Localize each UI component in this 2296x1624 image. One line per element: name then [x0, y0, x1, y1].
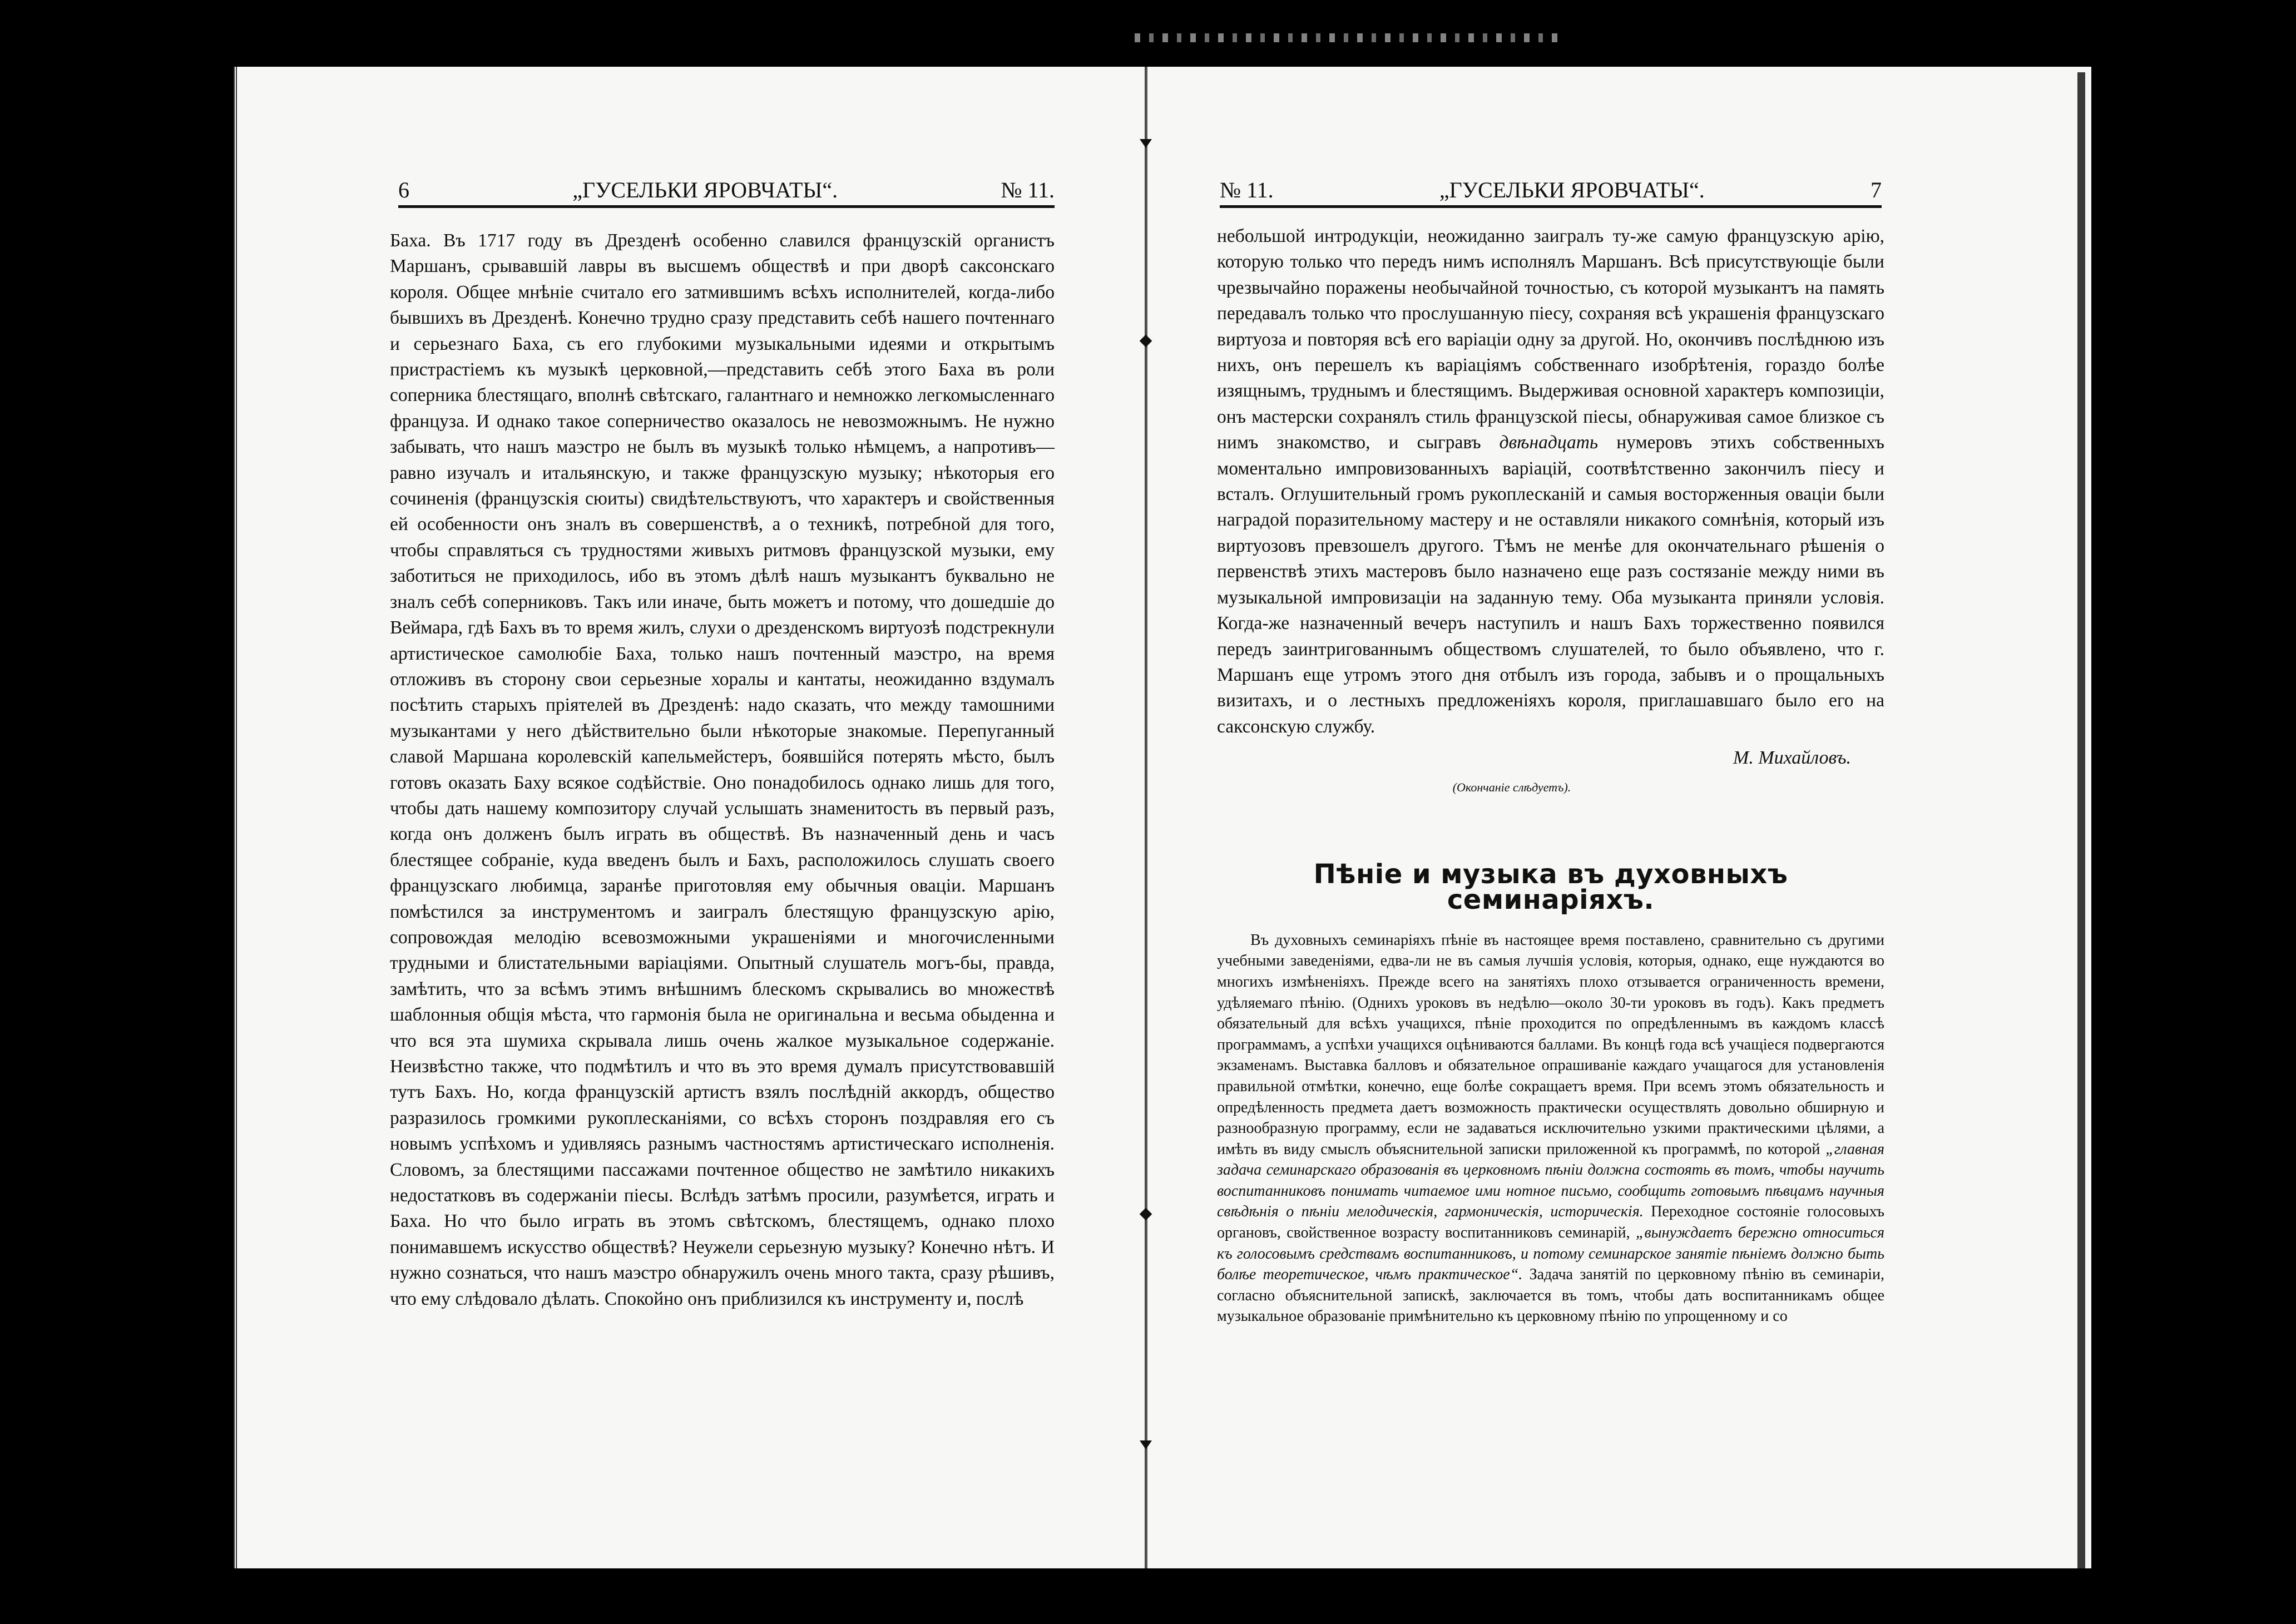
binding-mark-arrow-top [1140, 139, 1152, 148]
right-page [1146, 67, 2091, 1568]
right-page-header [1220, 170, 1882, 208]
right-body-italic: двѣнадцать [1499, 432, 1599, 453]
continuation-note: (Окончаніе слѣдуетъ). [1452, 780, 1571, 794]
scan-artifact-top [1135, 33, 1557, 42]
binding-mark-arrow-bottom [1140, 1440, 1152, 1449]
section-italic-1: „главная задача семинарскаго образованія въ церковномъ пѣніи должна состоять въ томъ, чтобы научить воспитанниковъ понимать читаемое ими нотное письмо, сообщить готовымъ пѣвцамъ научныя свѣдѣнія о пѣніи мелодическія, гармоническія, историческія. [1217, 1140, 1885, 1221]
right-body-part-2: нумеровъ этихъ собственныхъ моментально импровизованныхъ варіацій, соотвѣтственно закончилъ піесу и всталъ. Оглушительный громъ рукоплесканій и самыя восторженныя оваціи были наградой поразительному мастеру и не оставляли никакого сомнѣнія, который изъ виртуозовъ превзошелъ другого. Тѣмъ не менѣе для окончательнаго рѣшенія о первенствѣ этихъ мастеровъ было назначено еще разъ состязаніе между ними въ музыкальной импровизаціи на заданную тему. Оба музыканта приняли условія. Когда-же назначенный вечеръ наступилъ и нашъ Бахъ торжественно появился передъ заинтригованнымъ обществомъ слушателей, то было объявлено, что г. Маршанъ еще утромъ этого дня отбылъ изъ города, забывъ и о прощальныхъ визитахъ, и о лестныхъ предложеніяхъ короля, приглашавшаго было его на саксонскую службу. [1217, 432, 1884, 737]
right-body-text [1217, 224, 1884, 740]
left-page [234, 67, 1146, 1568]
scan-artifact-right-edge [2077, 72, 2085, 1568]
section-body-part-3: Задача занятій по церковному пѣнію въ семинаріи, согласно объяснительной запискѣ, заключается въ томъ, чтобы дать воспитанникамъ общее музыкальное образованіе примѣнительно къ церковному пѣнію по упрощенному и со [1217, 1266, 1884, 1325]
section-italic-2: „вынуждаетъ бережно относиться къ голосовымъ средствамъ воспитанниковъ, и потому семинарское занятіе пѣніемъ должно быть болѣе теоретическое, чѣмъ практическое“. [1217, 1224, 1885, 1284]
section-title: Пѣніе и музыка въ духовныхъ семинаріяхъ. [1313, 858, 1788, 916]
left-page-number: 6 [398, 177, 409, 202]
article-signature: М. Михайловъ. [1733, 747, 1851, 769]
right-page-body [1217, 224, 1884, 1327]
left-body-text: Баха. Въ 1717 году въ Дрезденѣ особенно славился французскій органистъ Маршанъ, срывавшій лавры въ высшемъ обществѣ и при дворѣ саксонскаго короля. Общее мнѣніе считало его затмившимъ всѣхъ исполнителей, когда-либо бывшихъ въ Дрезденѣ. Конечно трудно сразу представить себѣ нашего почтеннаго и серьезнаго Баха, съ его глубокими музыкальными идеями и открытымъ пристрастіемъ къ музыкѣ церковной,—представить себѣ этого Баха въ роли соперника блестящаго, вполнѣ свѣтскаго, галантнаго и немножко легкомысленнаго француза. И однако такое соперничество оказалось не невозможнымъ. Не нужно забывать, что нашъ маэстро не былъ въ музыкѣ только нѣмцемъ, а напротивъ—равно изучалъ и итальянскую, и также французскую музыку; нѣкоторыя его сочиненія (французскія сюиты) свидѣтельствуютъ, что характеръ и свойственныя ей особенности онъ зналъ въ совершенствѣ, а о техникѣ, потребной для того, чтобы справляться съ трудностями живыхъ ритмовъ французской музыки, ему заботиться не приходилось, ибо въ этомъ дѣлѣ нашъ музыкантъ буквально не зналъ себѣ соперниковъ. Такъ или иначе, быть можетъ и потому, что дошедшіе до Веймара, гдѣ Бахъ въ то время жилъ, слухи о дрезденскомъ виртуозѣ подстрекнули артистическое самолюбіе Баха, только нашъ почтенный маэстро, на время отложивъ въ сторону свои серьезные хоралы и кантаты, неожиданно вздумалъ посѣтить старыхъ пріятелей въ Дрезденѣ: надо сказать, что между тамошними музыкантами у него дѣйствительно были нѣкоторые знакомые. Перепуганный славой Маршана королевскій капельмейстеръ, боявшійся потерять мѣсто, былъ готовъ оказать Баху всякое содѣйствіе. Оно понадобилось однако лишь для того, чтобы дать нашему композитору случай услышать знаменитость въ первый разъ, когда онъ долженъ былъ играть въ обществѣ. Въ назначенный день и часъ блестящее собраніе, куда введенъ былъ и Бахъ, расположилось слушать своего французскаго любимца, заранѣе приготовляя ему обычныя оваціи. Маршанъ помѣстился за инструментомъ и заигралъ блестящую французскую арію, сопровождая мелодію всевозможными украшеніями и многочисленными трудными и блистательными варіаціями. Опытный слушатель могъ-бы, правда, замѣтить, что за всѣмъ этимъ внѣшнимъ блескомъ скрывались во множествѣ шаблонныя общія мѣста, что гармонія была не оригинальна и весьма обыденна и что вся эта шумиха скрывала лишь очень жалкое музыкальное содержаніе. Неизвѣстно также, что подмѣтилъ и что въ это время думалъ присутствовавшій тутъ Бахъ. Но, когда французскій артистъ взялъ послѣдній аккордъ, общество разразилось громкими рукоплесканіями, со всѣхъ сторонъ поздравляя его съ новымъ успѣхомъ и удивляясь разнымъ частностямъ артистическаго исполненія. Словомъ, за блестящими пассажами почтенное общество не замѣтило никакихъ недостатковъ въ содержаніи піесы. Вслѣдъ затѣмъ просили, разумѣется, играть и Баха. Но что было играть въ этомъ свѣтскомъ, блестящемъ, однако плохо понимавшемъ искусство обществѣ? Неужели серьезную музыку? Конечно нѣтъ. И нужно сознаться, что нашъ маэстро обнаружилъ очень много такта, сразу рѣшивъ, что ему слѣдовало дѣлать. Спокойно онъ приблизился къ инструменту и, послѣ [390, 230, 1055, 1309]
right-journal-title: „ГУСЕЛЬКИ ЯРОВЧАТЫ“. [1439, 177, 1705, 202]
section-body-part-2: Переходное состояніе голосовыхъ органовъ, свойственное возрасту воспитанниковъ семинарій, [1217, 1203, 1884, 1242]
left-issue-number: № 11. [1001, 177, 1055, 202]
right-page-number: 7 [1871, 177, 1882, 202]
section-body [1217, 930, 1884, 1327]
section-body-part-1: Въ духовныхъ семинаріяхъ пѣніе въ настоящее время поставлено, сравнительно съ другими учебными заведеніями, едва-ли не въ самыя лучшія условія, которыя, однако, еще нуждаются во многихъ измѣненіяхъ. Прежде всего на занятіяхъ плохо отзывается ограниченность времени, удѣляемаго пѣнію. (Однихъ уроковъ въ недѣлю—около 30-ти уроковъ въ годъ). Какъ предметъ обязательный для всѣхъ учащихся, пѣніе проходится по опредѣленнымъ въ каждомъ классѣ программамъ, а успѣхи учащихся оцѣниваются баллами. Въ концѣ года всѣ учащіеся подвергаются экзаменамъ. Выставка балловъ и обязательное опрашиваніе каждаго учащагося для установленія правильной отмѣтки, конечно, еще болѣе сокращаетъ время. При всемъ этомъ обязательность и опредѣленность предмета даетъ возможность практически осуществлять довольно обширную и разнообразную программу, если не задаваться исключительно узкими практическими цѣлями, а имѣть въ виду смыслъ объяснительной записки приложенной къ программѣ, по которой [1217, 931, 1884, 1158]
book-spread [234, 67, 2091, 1568]
left-journal-title: „ГУСЕЛЬКИ ЯРОВЧАТЫ“. [572, 177, 838, 202]
left-page-header [398, 170, 1055, 208]
right-body-part-1: небольшой интродукціи, неожиданно заигралъ ту-же самую французскую арію, которую только что передъ нимъ исполнялъ Маршанъ. Всѣ присутствующіе были чрезвычайно поражены необычайной точностью, съ которой музыкантъ на память передавалъ только что прослушанную піесу, сохраняя всѣ украшенія французскаго виртуоза и повторяя всѣ его варіаціи одну за другой. Но, окончивъ послѣднюю изъ нихъ, онъ перешелъ къ варіаціямъ собственнаго изобрѣтенія, гораздо болѣе изящнымъ, труднымъ и блестящимъ. Выдерживая основной характеръ композиціи, онъ мастерски сохранялъ стиль французской піесы, обнаруживая самое близкое съ нимъ знакомство, и сыгравъ [1217, 226, 1884, 453]
right-issue-number: № 11. [1220, 177, 1274, 202]
left-page-body [390, 228, 1055, 1312]
